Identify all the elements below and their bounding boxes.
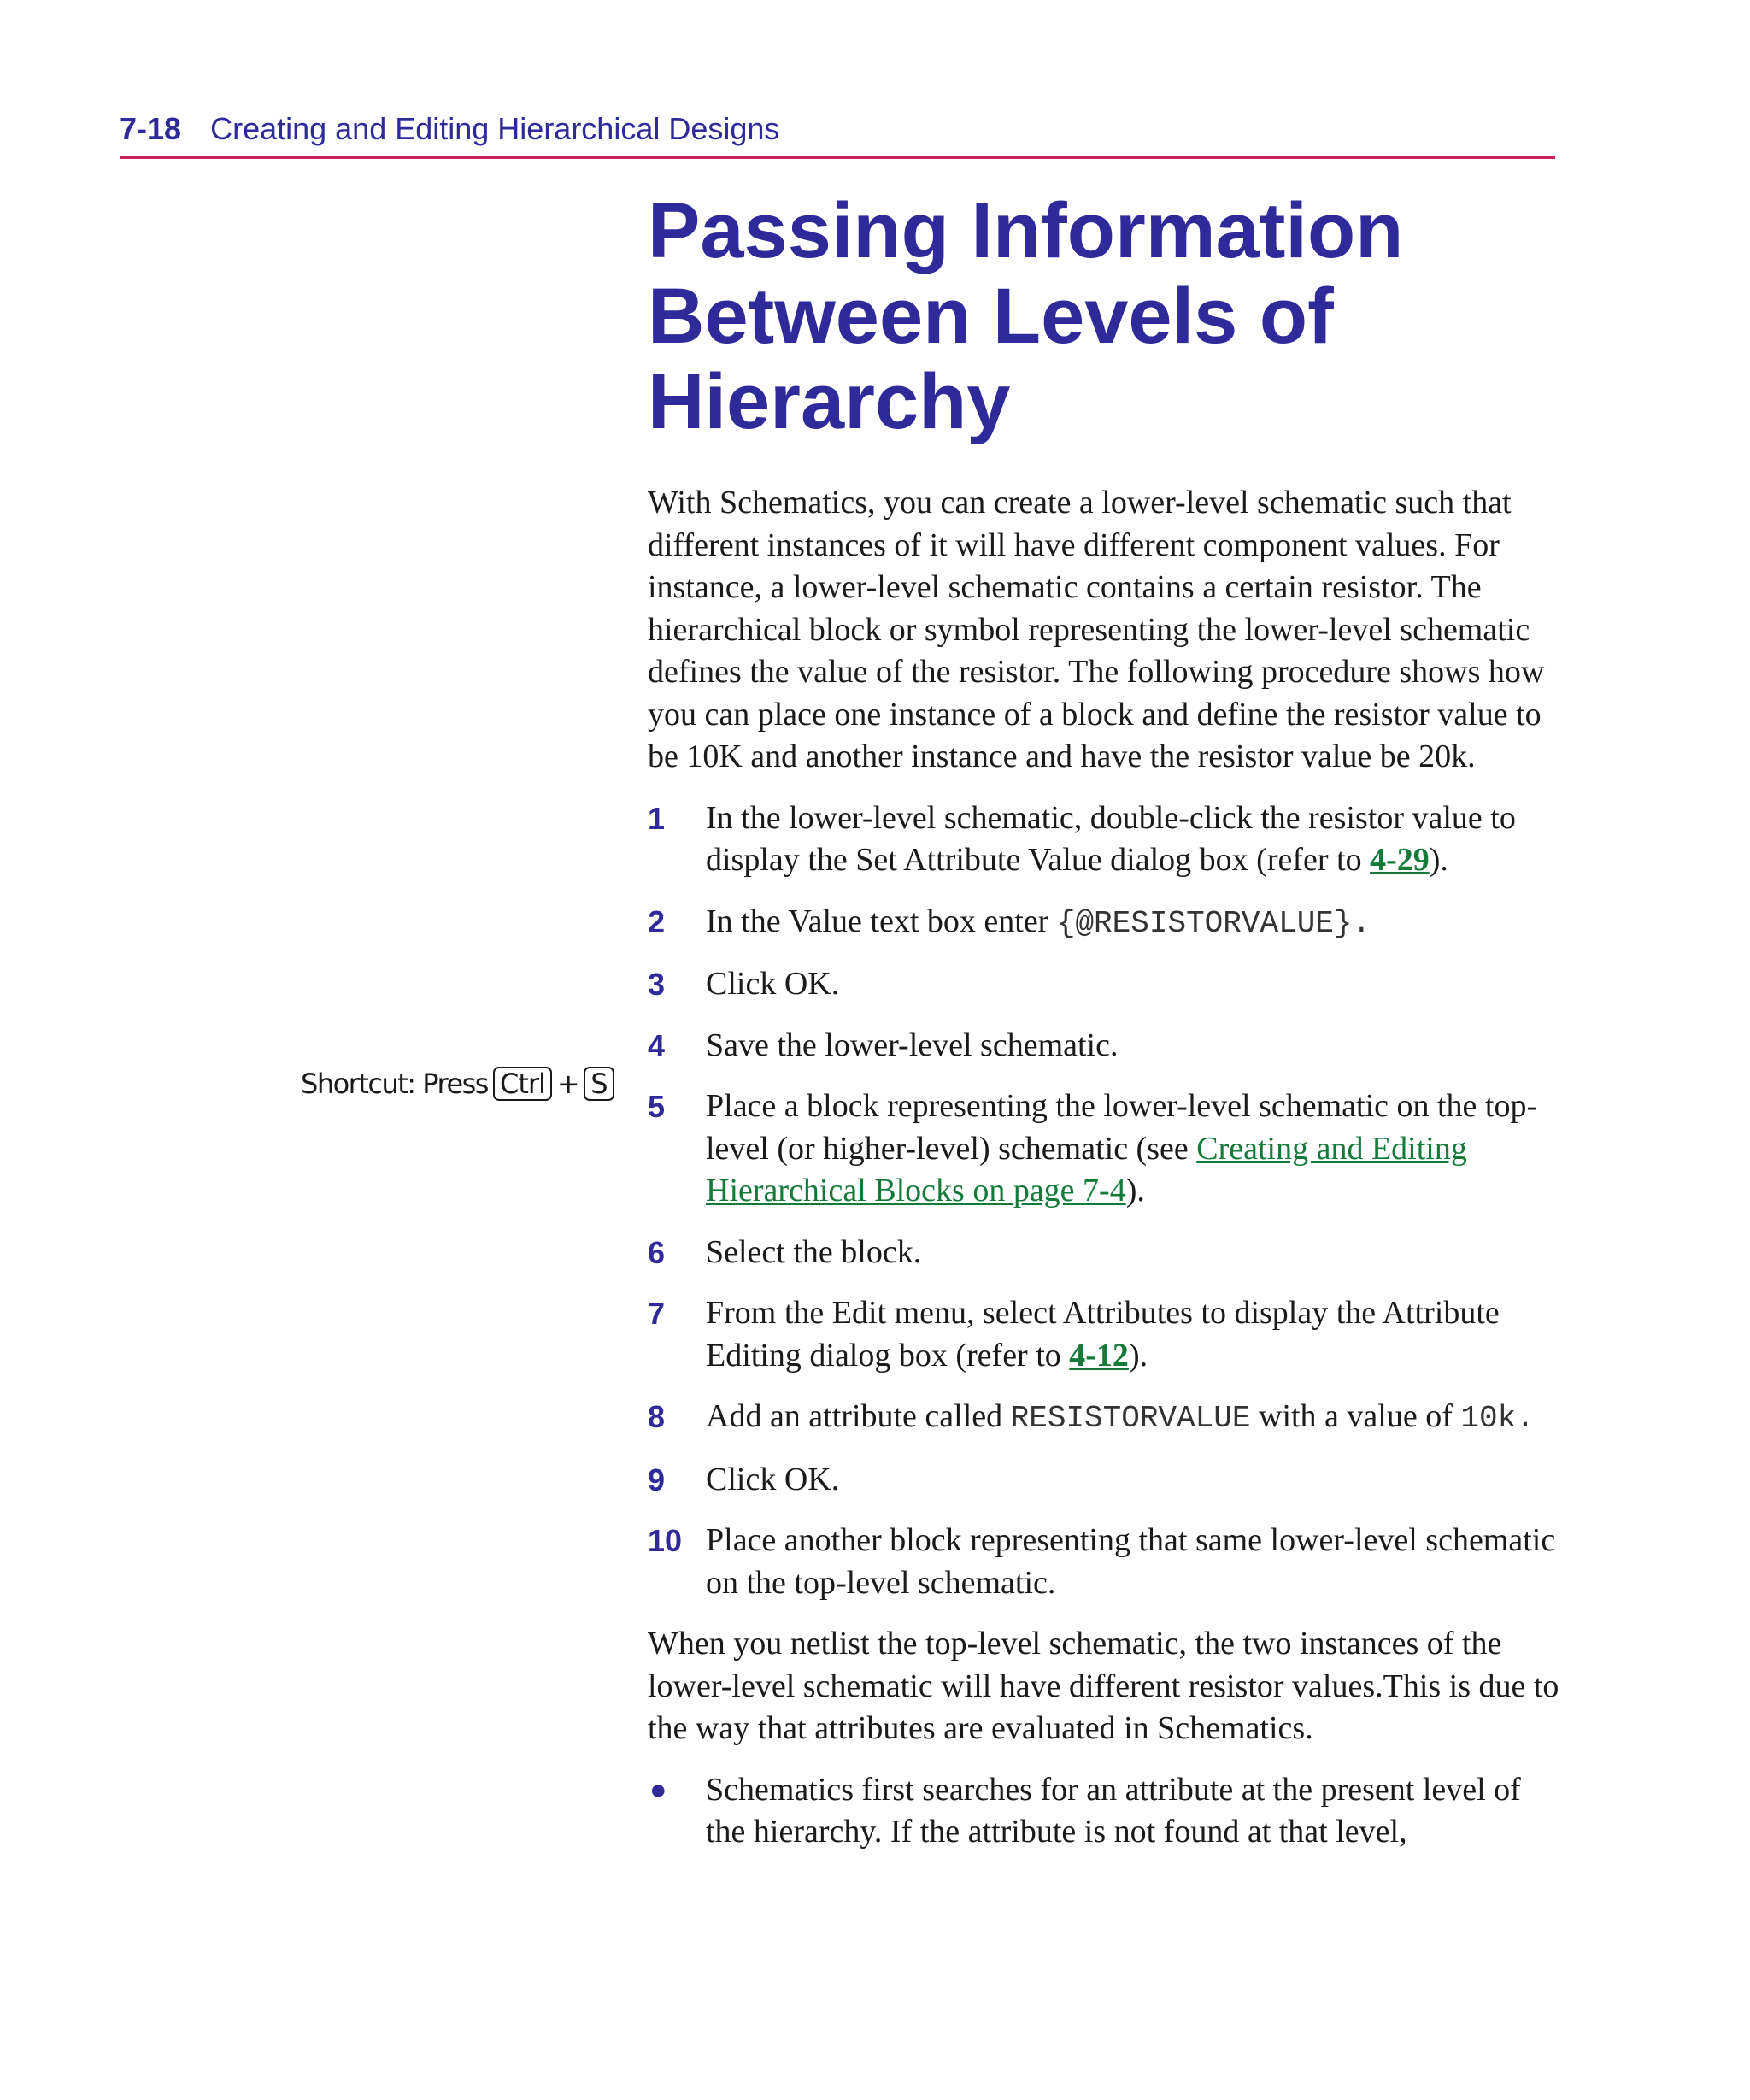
step-text: Save the lower-level schematic.	[706, 1026, 1119, 1063]
intro-paragraph: With Schematics, you can create a lower-level schematic such that different instances of it will have different component values. For instance, a lower-level schematic contains a certain resistor. The hierarchical block or symbol representing the lower-level schematic defines the value of the resistor. The following procedure shows how you can place one instance of a block and define the resistor value to be 10K and another instance and have the resistor value be 20k.	[648, 485, 1545, 774]
code-text: {@RESISTORVALUE}.	[1056, 905, 1371, 941]
step-item	[648, 1396, 1562, 1440]
bullet-list	[648, 1769, 1562, 1854]
step-number: 5	[648, 1089, 666, 1124]
xref-link[interactable]: 4-12	[1069, 1337, 1129, 1374]
step-item	[648, 1520, 1562, 1604]
code-text: RESISTORVALUE	[1010, 1401, 1251, 1436]
step-text: Click OK.	[706, 966, 840, 1002]
step-number: 10	[648, 1523, 683, 1558]
step-suffix: ).	[1125, 1173, 1145, 1209]
step-item	[648, 963, 1562, 1006]
plus-sign: +	[556, 1068, 579, 1100]
step-suffix: ).	[1429, 842, 1448, 878]
step-item	[648, 1459, 1562, 1502]
title-line-3: Hierarchy	[648, 358, 1011, 445]
shortcut-note	[301, 1067, 614, 1101]
step-item	[648, 1025, 1562, 1068]
running-header	[120, 109, 1555, 159]
step-text: Place another block representing that same lower-level schematic on the top-level schematic.	[706, 1522, 1556, 1601]
ctrl-key: Ctrl	[493, 1067, 552, 1101]
step-item	[648, 1232, 1562, 1274]
title-line-2: Between Levels of	[648, 273, 1334, 360]
followup-paragraph: When you netlist the top-level schematic, the two instances of the lower-level schematic will have different resistor values.This is due to the way that attributes are evaluated in Schematics.	[648, 1626, 1559, 1746]
step-text: Place a block representing the lower-level schematic on the top-level (or higher-level) schematic (see	[706, 1088, 1538, 1167]
step-text: Click OK.	[706, 1461, 840, 1497]
code-text: 10k.	[1460, 1401, 1535, 1436]
shortcut-label: Shortcut: Press	[301, 1068, 488, 1100]
step-suffix: ).	[1128, 1337, 1148, 1374]
step-text: Add an attribute called	[706, 1398, 1011, 1434]
step-number: 7	[648, 1296, 666, 1331]
step-item	[648, 1085, 1562, 1213]
step-number: 9	[648, 1462, 666, 1497]
page-number: 7-18	[120, 111, 182, 146]
step-item	[648, 901, 1562, 945]
step-number: 4	[648, 1027, 666, 1063]
xref-link[interactable]: 4-29	[1370, 842, 1430, 878]
step-number: 1	[648, 800, 666, 836]
title-line-1: Passing Information	[648, 187, 1404, 274]
procedure-steps	[648, 797, 1562, 1605]
step-item	[648, 1292, 1562, 1377]
step-item	[648, 797, 1562, 882]
main-content	[648, 188, 1562, 1854]
step-number: 6	[648, 1234, 666, 1270]
bullet-item	[648, 1769, 1562, 1854]
step-text: Select the block.	[706, 1233, 922, 1270]
page-title	[648, 188, 1562, 444]
step-text: In the lower-level schematic, double-click the resistor value to display the Set Attribute Value dialog box (refer to	[706, 799, 1516, 878]
step-number: 3	[648, 967, 666, 1002]
bullet-text: Schematics first searches for an attribute at the present level of the hierarchy. If the attribute is not found at that level,	[706, 1771, 1521, 1850]
s-key: S	[584, 1067, 614, 1101]
step-text: In the Value text box enter	[706, 903, 1057, 939]
step-number: 8	[648, 1399, 666, 1434]
step-text: From the Edit menu, select Attributes to display the Attribute Editing dialog box (refer to	[706, 1295, 1500, 1374]
step-number: 2	[648, 903, 666, 939]
chapter-title: Creating and Editing Hierarchical Designs	[210, 111, 780, 146]
step-mid-text: with a value of	[1250, 1398, 1461, 1434]
bullet-icon: ●	[649, 1774, 667, 1806]
xref-link[interactable]: Creating and Editing Hierarchical Blocks on page 7-4	[706, 1130, 1467, 1209]
